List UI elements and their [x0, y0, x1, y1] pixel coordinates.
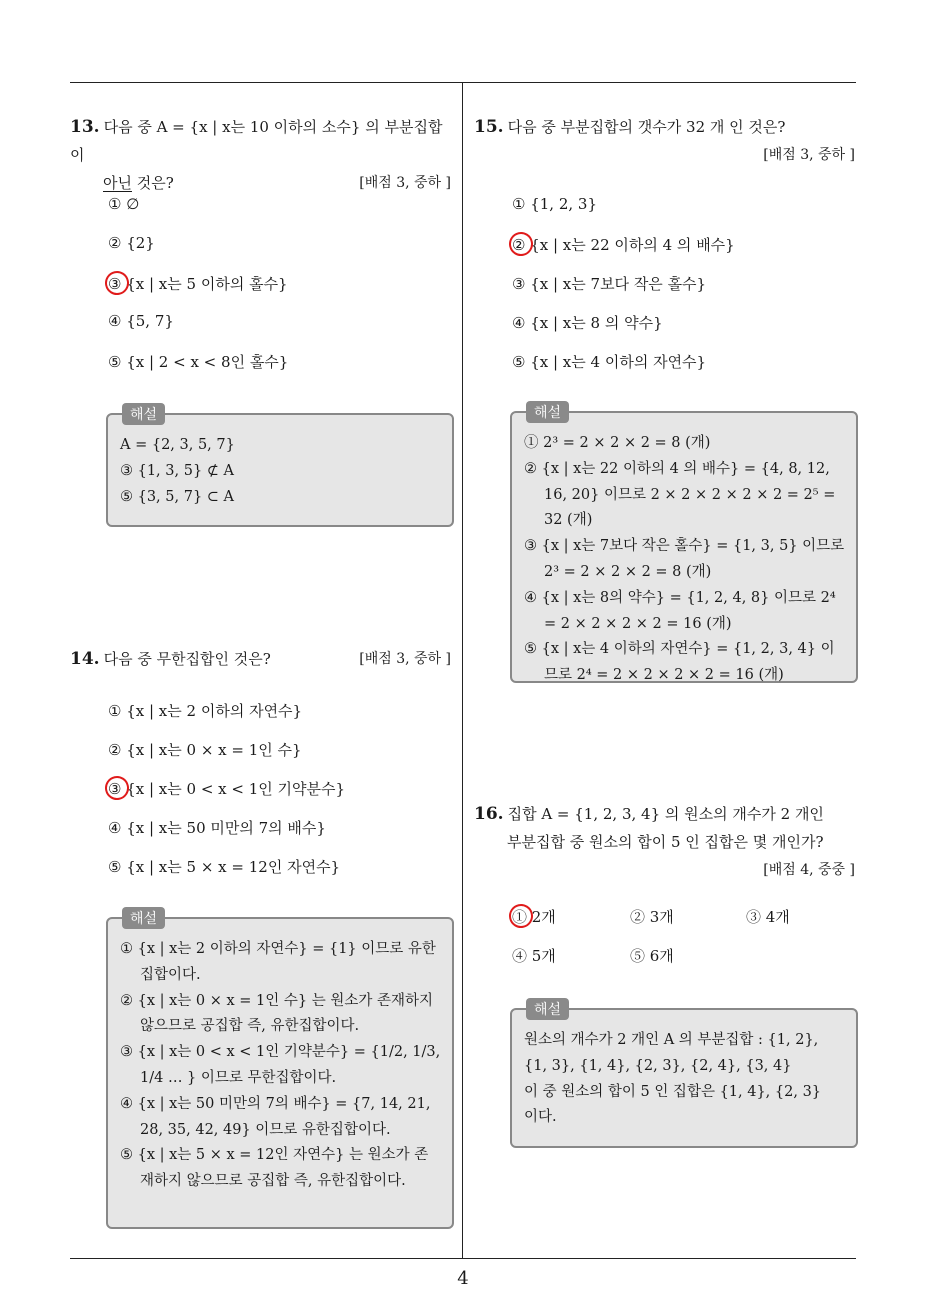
solution-tag: 해설 — [122, 907, 165, 929]
solution-line: ② {x | x는 22 이하의 4 의 배수} = {4, 8, 12, 16, 20} 이므로 2 × 2 × 2 × 2 × 2 = 2⁵ = 32 (개) — [524, 460, 836, 529]
question-number: 16. — [474, 804, 504, 824]
question-number: 15. — [474, 117, 504, 137]
option-4[interactable]: ④ {5, 7} — [108, 312, 174, 330]
solution-body — [120, 937, 442, 1195]
solution-line: ① 2³ = 2 × 2 × 2 = 8 (개) — [524, 435, 711, 451]
solution-line: ② {x | x는 0 × x = 1인 수} 는 원소가 존재하지 않으므로 공집합 즉, 유한집합이다. — [120, 992, 434, 1035]
option-5[interactable]: ⑤ {x | 2 < x < 8인 홀수} — [108, 353, 289, 371]
solution-tag: 해설 — [526, 401, 569, 423]
question-text-line1: 다음 중 A = {x | x는 10 이하의 소수} 의 부분집합이 — [70, 118, 443, 164]
solution-box — [510, 1002, 858, 1148]
option-1[interactable]: ① {x | x는 2 이하의 자연수} — [108, 702, 303, 720]
question-14 — [70, 645, 455, 1235]
option-2[interactable]: ② {x | x는 0 × x = 1인 수} — [108, 741, 302, 759]
solution-box — [106, 911, 454, 1229]
solution-line: ⑤ {3, 5, 7} ⊂ A — [120, 488, 235, 505]
question-number: 14. — [70, 649, 100, 669]
solution-body — [120, 433, 442, 510]
question-text-line1: 집합 A = {1, 2, 3, 4} 의 원소의 개수가 2 개인 — [507, 805, 824, 823]
score-difficulty: [배점 4, 중중 ] — [763, 862, 855, 878]
question-13-stem — [70, 113, 455, 169]
option-1[interactable]: ① ∅ — [108, 195, 140, 213]
option-4[interactable]: ④ {x | x는 8 의 약수} — [512, 314, 663, 332]
question-16 — [474, 800, 859, 1150]
question-text-line1: 다음 중 부분집합의 갯수가 32 개 인 것은? — [507, 118, 786, 136]
solution-line: ⑤ {x | x는 4 이하의 자연수} = {1, 2, 3, 4} 이므로 2⁴ = 2 × 2 × 2 × 2 = 16 (개) — [524, 641, 835, 684]
option-1[interactable]: ① {1, 2, 3} — [512, 195, 598, 213]
solution-line: ④ {x | x는 50 미만의 7의 배수} = {7, 14, 21, 28, 35, 42, 49} 이므로 유한집합이다. — [120, 1095, 431, 1138]
option-3[interactable]: ③ {x | x는 5 이하의 홀수} — [108, 275, 288, 293]
option-5[interactable]: ⑤ {x | x는 5 × x = 12인 자연수} — [108, 858, 341, 876]
solution-line: {1, 3}, {1, 4}, {2, 3}, {2, 4}, {3, 4} — [524, 1057, 792, 1074]
option-2[interactable]: ② {x | x는 22 이하의 4 의 배수} — [512, 236, 735, 254]
option-4[interactable]: ④ 5개 — [512, 947, 556, 965]
score-difficulty: [배점 3, 중하 ] — [359, 651, 451, 667]
solution-box — [510, 405, 858, 684]
solution-box — [106, 407, 454, 527]
question-15-stem — [474, 113, 859, 141]
question-13-stem-line2 — [70, 169, 455, 197]
solution-line: ④ {x | x는 8의 약수} = {1, 2, 4, 8} 이므로 2⁴ = 2 × 2 × 2 × 2 = 16 (개) — [524, 589, 836, 632]
column-divider — [462, 82, 463, 1259]
question-16-stem-line2 — [474, 828, 859, 856]
solution-line: 원소의 개수가 2 개인 A 의 부분집합 : {1, 2}, — [524, 1032, 819, 1048]
option-3[interactable]: ③ 4개 — [746, 908, 790, 926]
option-5[interactable]: ⑤ {x | x는 4 이하의 자연수} — [512, 353, 707, 371]
solution-body — [524, 431, 846, 689]
question-16-meta-line — [474, 856, 859, 884]
question-text-line2: 것은? — [131, 174, 174, 192]
question-15 — [474, 113, 859, 683]
option-5[interactable]: ⑤ 6개 — [630, 947, 674, 965]
solution-line: A = {2, 3, 5, 7} — [120, 437, 235, 453]
bottom-rule — [70, 1258, 856, 1259]
page-number: 4 — [457, 1268, 469, 1289]
solution-line: ③ {x | x는 0 < x < 1인 기약분수} = {1/2, 1/3, — [120, 1044, 441, 1061]
solution-tag: 해설 — [526, 998, 569, 1020]
solution-tag: 해설 — [122, 403, 165, 425]
question-text-line2: 부분집합 중 원소의 합이 5 인 집합은 몇 개인가? — [507, 833, 824, 851]
option-4[interactable]: ④ {x | x는 50 미만의 7의 배수} — [108, 819, 326, 837]
option-1[interactable]: ① 2개 — [512, 908, 556, 926]
solution-line: 이다. — [524, 1109, 557, 1126]
option-2[interactable]: ② 3개 — [630, 908, 674, 926]
solution-line: 이 중 원소의 합이 5 인 집합은 {1, 4}, {2, 3} — [524, 1083, 822, 1100]
score-difficulty: [배점 3, 중하 ] — [763, 147, 855, 163]
question-14-stem — [70, 645, 455, 673]
option-3[interactable]: ③ {x | x는 7보다 작은 홀수} — [512, 275, 707, 293]
solution-line: ① {x | x는 2 이하의 자연수} = {1} 이므로 유한 집합이다. — [120, 941, 436, 983]
option-3[interactable]: ③ {x | x는 0 < x < 1인 기약분수} — [108, 780, 346, 798]
question-13 — [70, 113, 455, 543]
solution-body — [524, 1028, 846, 1131]
question-text-line1: 다음 중 무한집합인 것은? — [103, 650, 271, 668]
solution-line: ③ {1, 3, 5} ⊄ A — [120, 462, 235, 479]
solution-line: 1/4 … } 이므로 무한집합이다. — [140, 1069, 337, 1086]
question-number: 13. — [70, 117, 100, 137]
solution-line: ⑤ {x | x는 5 × x = 12인 자연수} 는 원소가 존재하지 않으므로 공집합 즉, 유한집합이다. — [120, 1147, 429, 1190]
option-2[interactable]: ② {2} — [108, 234, 155, 252]
top-rule — [70, 82, 856, 83]
underlined-word: 아닌 — [103, 174, 132, 192]
solution-line: ③ {x | x는 7보다 작은 홀수} = {1, 3, 5} 이므로 2³ = 2 × 2 × 2 = 8 (개) — [524, 538, 845, 580]
question-15-meta-line — [474, 141, 859, 169]
question-16-stem — [474, 800, 859, 828]
score-difficulty: [배점 3, 중하 ] — [359, 175, 451, 191]
